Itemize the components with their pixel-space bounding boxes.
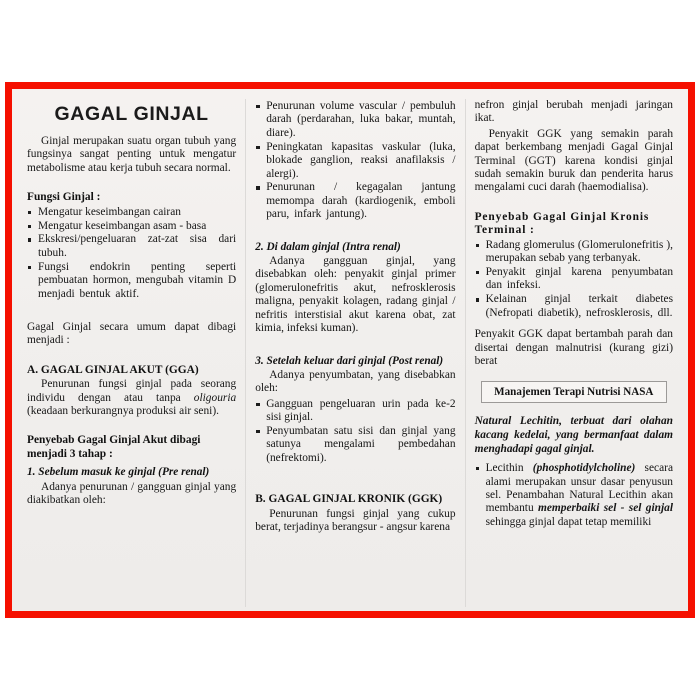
paragraph-pembagian: Gagal Ginjal secara umum dapat dibagi menjadi : xyxy=(27,320,237,347)
column-right xyxy=(465,99,682,607)
paragraph-tahap-3: Adanya penyumbatan, yang disebabkan oleh: xyxy=(255,368,456,395)
heading-tahap-2: 2. Di dalam ginjal (Intra renal) xyxy=(255,240,401,253)
lecithin-part3: sehingga ginjal dapat tetap memiliki xyxy=(485,515,652,528)
list-item: Gangguan pengeluaran urin pada ke-2 sisi ginjal. xyxy=(255,398,455,425)
lecithin-part2: secara alami merupakan unsur dasar penyusun sel. Penambahan Natural Lecithin akan membantu xyxy=(485,462,674,515)
list-lecithin xyxy=(475,462,673,529)
gga-text-oligouria: oligouria xyxy=(193,391,237,404)
heading-gagal-ginjal-kronik: B. GAGAL GINJAL KRONIK (GGK) xyxy=(255,493,443,506)
paragraph-tahap-1: Adanya penurunan / gangguan ginjal yang diakibatkan oleh: xyxy=(27,480,237,507)
list-item: Penyumbatan satu sisi dan ginjal yang satunya mengalami pembedahan (nefrektomi). xyxy=(255,425,455,465)
column-left xyxy=(18,99,245,607)
spacer xyxy=(27,350,236,356)
list-item: Kelainan ginjal terkait diabetes (Nefropati diabetik), nefrosklerosis, dll. xyxy=(475,293,673,320)
paragraph-malnutrisi: Penyakit GGK dapat bertambah parah dan disertai dengan malnutrisi (kurang gizi) berat xyxy=(474,328,674,367)
heading-penyebab-ggk-terminal: Penyebab Gagal Ginjal Kronis Terminal : xyxy=(474,210,650,237)
heading-penyebab-gga: Penyebab Gagal Ginjal Akut dibagi menjadi 3 tahap : xyxy=(27,434,201,460)
leaflet-red-frame xyxy=(5,82,695,618)
list-item: Ekskresi/pengeluaran zat-zat sisa dari tubuh. xyxy=(27,233,236,260)
list-fungsi-ginjal xyxy=(27,206,236,301)
lecithin-part1: Lecithin xyxy=(485,462,533,475)
list-item: Penyakit ginjal karena penyumbatan dan infeksi. xyxy=(475,266,673,293)
intro-paragraph: Ginjal merupakan suatu organ tubuh yang fungsinya sangat penting untuk mengatur metabolisme atau kerja tubuh secara normal. xyxy=(27,135,237,174)
spacer xyxy=(475,197,673,203)
paragraph-gga xyxy=(27,378,236,418)
lecithin-memperbaiki-sel: memperbaiki sel - sel ginjal xyxy=(538,502,674,515)
spacer xyxy=(27,303,236,321)
list-pre-renal xyxy=(255,100,455,222)
spacer xyxy=(255,224,455,236)
heading-fungsi-ginjal: Fungsi Ginjal : xyxy=(27,191,101,204)
list-item: Radang glomerulus (Glomerulonefritis ), merupakan sebab yang terbanyak. xyxy=(475,239,673,266)
list-item: Mengatur keseimbangan cairan xyxy=(27,206,236,219)
list-item xyxy=(475,462,673,529)
paragraph-ggt: Penyakit GGK yang semakin parah dapat berkembang menjadi Gagal Ginjal Terminal (GGT) karena kondisi ginjal sudah semakin buruk dan penderita harus mengalami cuci darah (haemodialisa). xyxy=(474,127,674,194)
list-item: Fungsi endokrin penting seperti pembuatan hormon, mengubah vitamin D menjadi bentuk aktif. xyxy=(27,261,236,301)
list-item: Peningkatan kapasitas vaskular (luka, blokade ganglion, reaksi anafilaksis / alergi). xyxy=(255,141,455,181)
list-item: Penurunan / kegagalan jantung memompa darah (kardiogenik, emboli paru, infark jantung). xyxy=(255,181,455,221)
leaflet-paper xyxy=(12,89,688,611)
nasa-therapy-box: Manajemen Terapi Nutrisi NASA xyxy=(481,381,667,403)
gga-text-part1: Penurunan fungsi ginjal pada seorang individu dengan atau tanpa xyxy=(27,378,237,404)
heading-tahap-3: 3. Setelah keluar dari ginjal (Post renal) xyxy=(255,354,444,367)
column-middle xyxy=(245,99,464,607)
heading-tahap-1: 1. Sebelum masuk ke ginjal (Pre renal) xyxy=(27,466,210,479)
paragraph-ggk: Penurunan fungsi ginjal yang cukup berat, terjadinya berangsur - angsur karena xyxy=(255,507,456,534)
page-title: GAGAL GINJAL xyxy=(54,103,209,125)
spacer xyxy=(27,420,236,426)
spacer xyxy=(255,467,455,485)
paragraph-tahap-2: Adanya gangguan ginjal, yang disebabkan oleh: penyakit ginjal primer (glomerulonefritis akut, nefrosklerosis maligna, penyakit kolagen, radang ginjal / nefritis interstisial akut karena obat, zat kimia, infeksi kuman). xyxy=(255,255,456,335)
gga-text-part2: (keadaan berkurangnya produksi air seni). xyxy=(27,405,219,417)
list-item: Mengatur keseimbangan asam - basa xyxy=(27,220,236,233)
list-penyebab-ggk xyxy=(475,239,673,320)
list-item: Penurunan volume vascular / pembuluh darah (perdarahan, luka bakar, muntah, diare). xyxy=(255,100,455,140)
lecithin-phosphotidylcholine: (phosphotidylcholine) xyxy=(532,462,636,475)
paragraph-natural-lechitin: Natural Lechitin, terbuat dari olahan kacang kedelai, yang bermanfaat dalam menghadapi gagal ginjal. xyxy=(474,415,674,455)
list-post-renal xyxy=(255,398,455,466)
spacer xyxy=(255,338,455,350)
paragraph-continuation: nefron ginjal berubah menjadi jaringan ikat. xyxy=(474,99,674,125)
spacer xyxy=(27,177,236,183)
heading-gagal-ginjal-akut: A. GAGAL GINJAL AKUT (GGA) xyxy=(27,363,199,376)
